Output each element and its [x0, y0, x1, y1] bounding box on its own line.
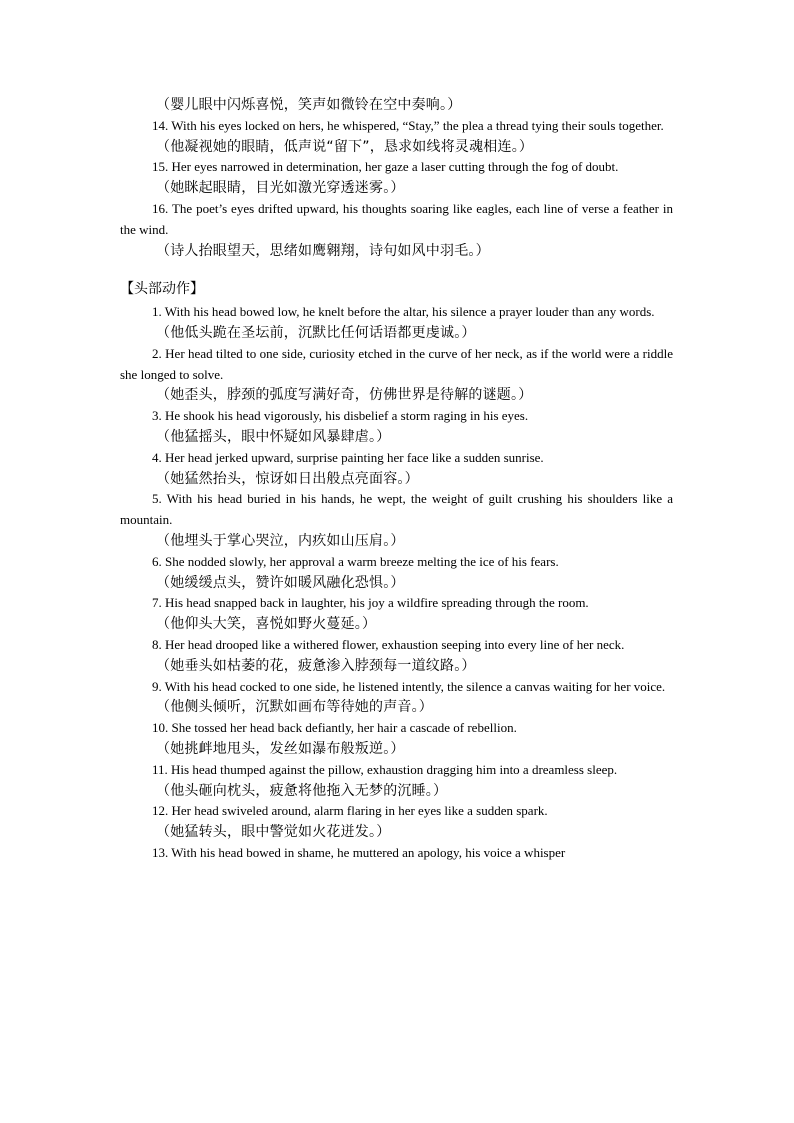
document-page [120, 95, 673, 864]
example-14 [120, 116, 673, 158]
english-sentence: 6. She nodded slowly, her approval a warm breeze melting the ice of his fears. [152, 553, 559, 569]
english-sentence: 12. Her head swiveled around, alarm flaring in her eyes like a sudden spark. [152, 803, 548, 819]
chinese-translation: （诗人抬眼望天，思绪如鹰翱翔，诗句如风中羽毛。） [156, 242, 490, 259]
english-sentence: 2. Her head tilted to one side, curiosity etched in the curve of her neck, as if the world were a riddle she longed to solve. [120, 345, 673, 382]
chinese-translation: （她挑衅地甩头，发丝如瀑布般叛逆。） [156, 740, 405, 757]
head-example-4 [120, 448, 673, 490]
english-sentence: 8. Her head drooped like a withered flower, exhaustion seeping into every line of her neck. [152, 636, 625, 652]
chinese-translation: （她猛然抬头，惊讶如日出般点亮面容。） [156, 470, 419, 487]
chinese-translation: （他仰头大笑，喜悦如野火蔓延。） [156, 616, 377, 633]
chinese-translation: （他头砸向枕头，疲惫将他拖入无梦的沉睡。） [156, 782, 448, 799]
english-sentence: 13. With his head bowed in shame, he muttered an apology, his voice a whisper [152, 844, 566, 860]
english-sentence: 3. He shook his head vigorously, his disbelief a storm raging in his eyes. [152, 408, 529, 424]
english-sentence: 4. Her head jerked upward, surprise painting her face like a sudden sunrise. [152, 449, 544, 465]
chinese-translation: （她猛转头，眼中警觉如火花迸发。） [156, 824, 391, 841]
english-sentence: 15. Her eyes narrowed in determination, her gaze a laser cutting through the fog of doubt. [152, 159, 619, 175]
head-example-2 [120, 344, 673, 406]
english-sentence: 1. With his head bowed low, he knelt before the altar, his silence a prayer louder than any words. [152, 304, 655, 320]
english-sentence: 11. His head thumped against the pillow, exhaustion dragging him into a dreamless sleep. [152, 761, 618, 777]
chinese-translation: （婴儿眼中闪烁喜悦，笑声如微铃在空中奏响。） [156, 97, 462, 113]
head-example-12 [120, 801, 673, 843]
head-example-6 [120, 552, 673, 594]
chinese-translation: （她眯起眼睛，目光如激光穿透迷雾。） [156, 180, 405, 197]
chinese-translation: （他埋头于掌心哭泣，内疚如山压肩。） [156, 532, 405, 549]
head-example-11 [120, 760, 673, 802]
example-16 [120, 199, 673, 261]
english-sentence: 10. She tossed her head back defiantly, her hair a cascade of rebellion. [152, 720, 517, 736]
section-title: 【头部动作】 [120, 281, 204, 298]
head-example-13 [120, 843, 673, 864]
head-example-1 [120, 302, 673, 344]
english-sentence: 9. With his head cocked to one side, he listened intently, the silence a canvas waiting for her voice. [152, 678, 666, 694]
chinese-translation: （她缓缓点头，赞许如暖风融化恐惧。） [156, 574, 405, 591]
head-example-5 [120, 489, 673, 551]
chinese-translation: （她歪头，脖颈的弧度写满好奇，仿佛世界是待解的谜题。） [156, 387, 533, 404]
english-sentence: 14. With his eyes locked on hers, he whispered, “Stay,” the plea a thread tying their souls together. [152, 117, 664, 133]
head-example-9 [120, 677, 673, 719]
chinese-translation: （他低头跪在圣坛前，沉默比任何话语都更虔诚。） [156, 324, 476, 341]
english-sentence: 16. The poet’s eyes drifted upward, his thoughts soaring like eagles, each line of verse a feather in the wind. [120, 200, 673, 237]
chinese-translation: （他凝视她的眼睛，低声说“留下”，恳求如线将灵魂相连。） [156, 138, 534, 155]
english-sentence: 7. His head snapped back in laughter, his joy a wildfire spreading through the room. [152, 595, 589, 611]
head-example-8 [120, 635, 673, 677]
chinese-translation: （她垂头如枯萎的花，疲惫渗入脖颈每一道纹路。） [156, 657, 476, 674]
chinese-translation: （他猛摇头，眼中怀疑如风暴肆虐。） [156, 428, 391, 445]
english-sentence: 5. With his head buried in his hands, he wept, the weight of guilt crushing his shoulders like a mountain. [120, 491, 673, 528]
example-15 [120, 157, 673, 199]
head-example-3 [120, 406, 673, 448]
head-example-10 [120, 718, 673, 760]
chinese-translation: （他侧头倾听，沉默如画布等待她的声音。） [156, 699, 433, 716]
head-example-7 [120, 593, 673, 635]
